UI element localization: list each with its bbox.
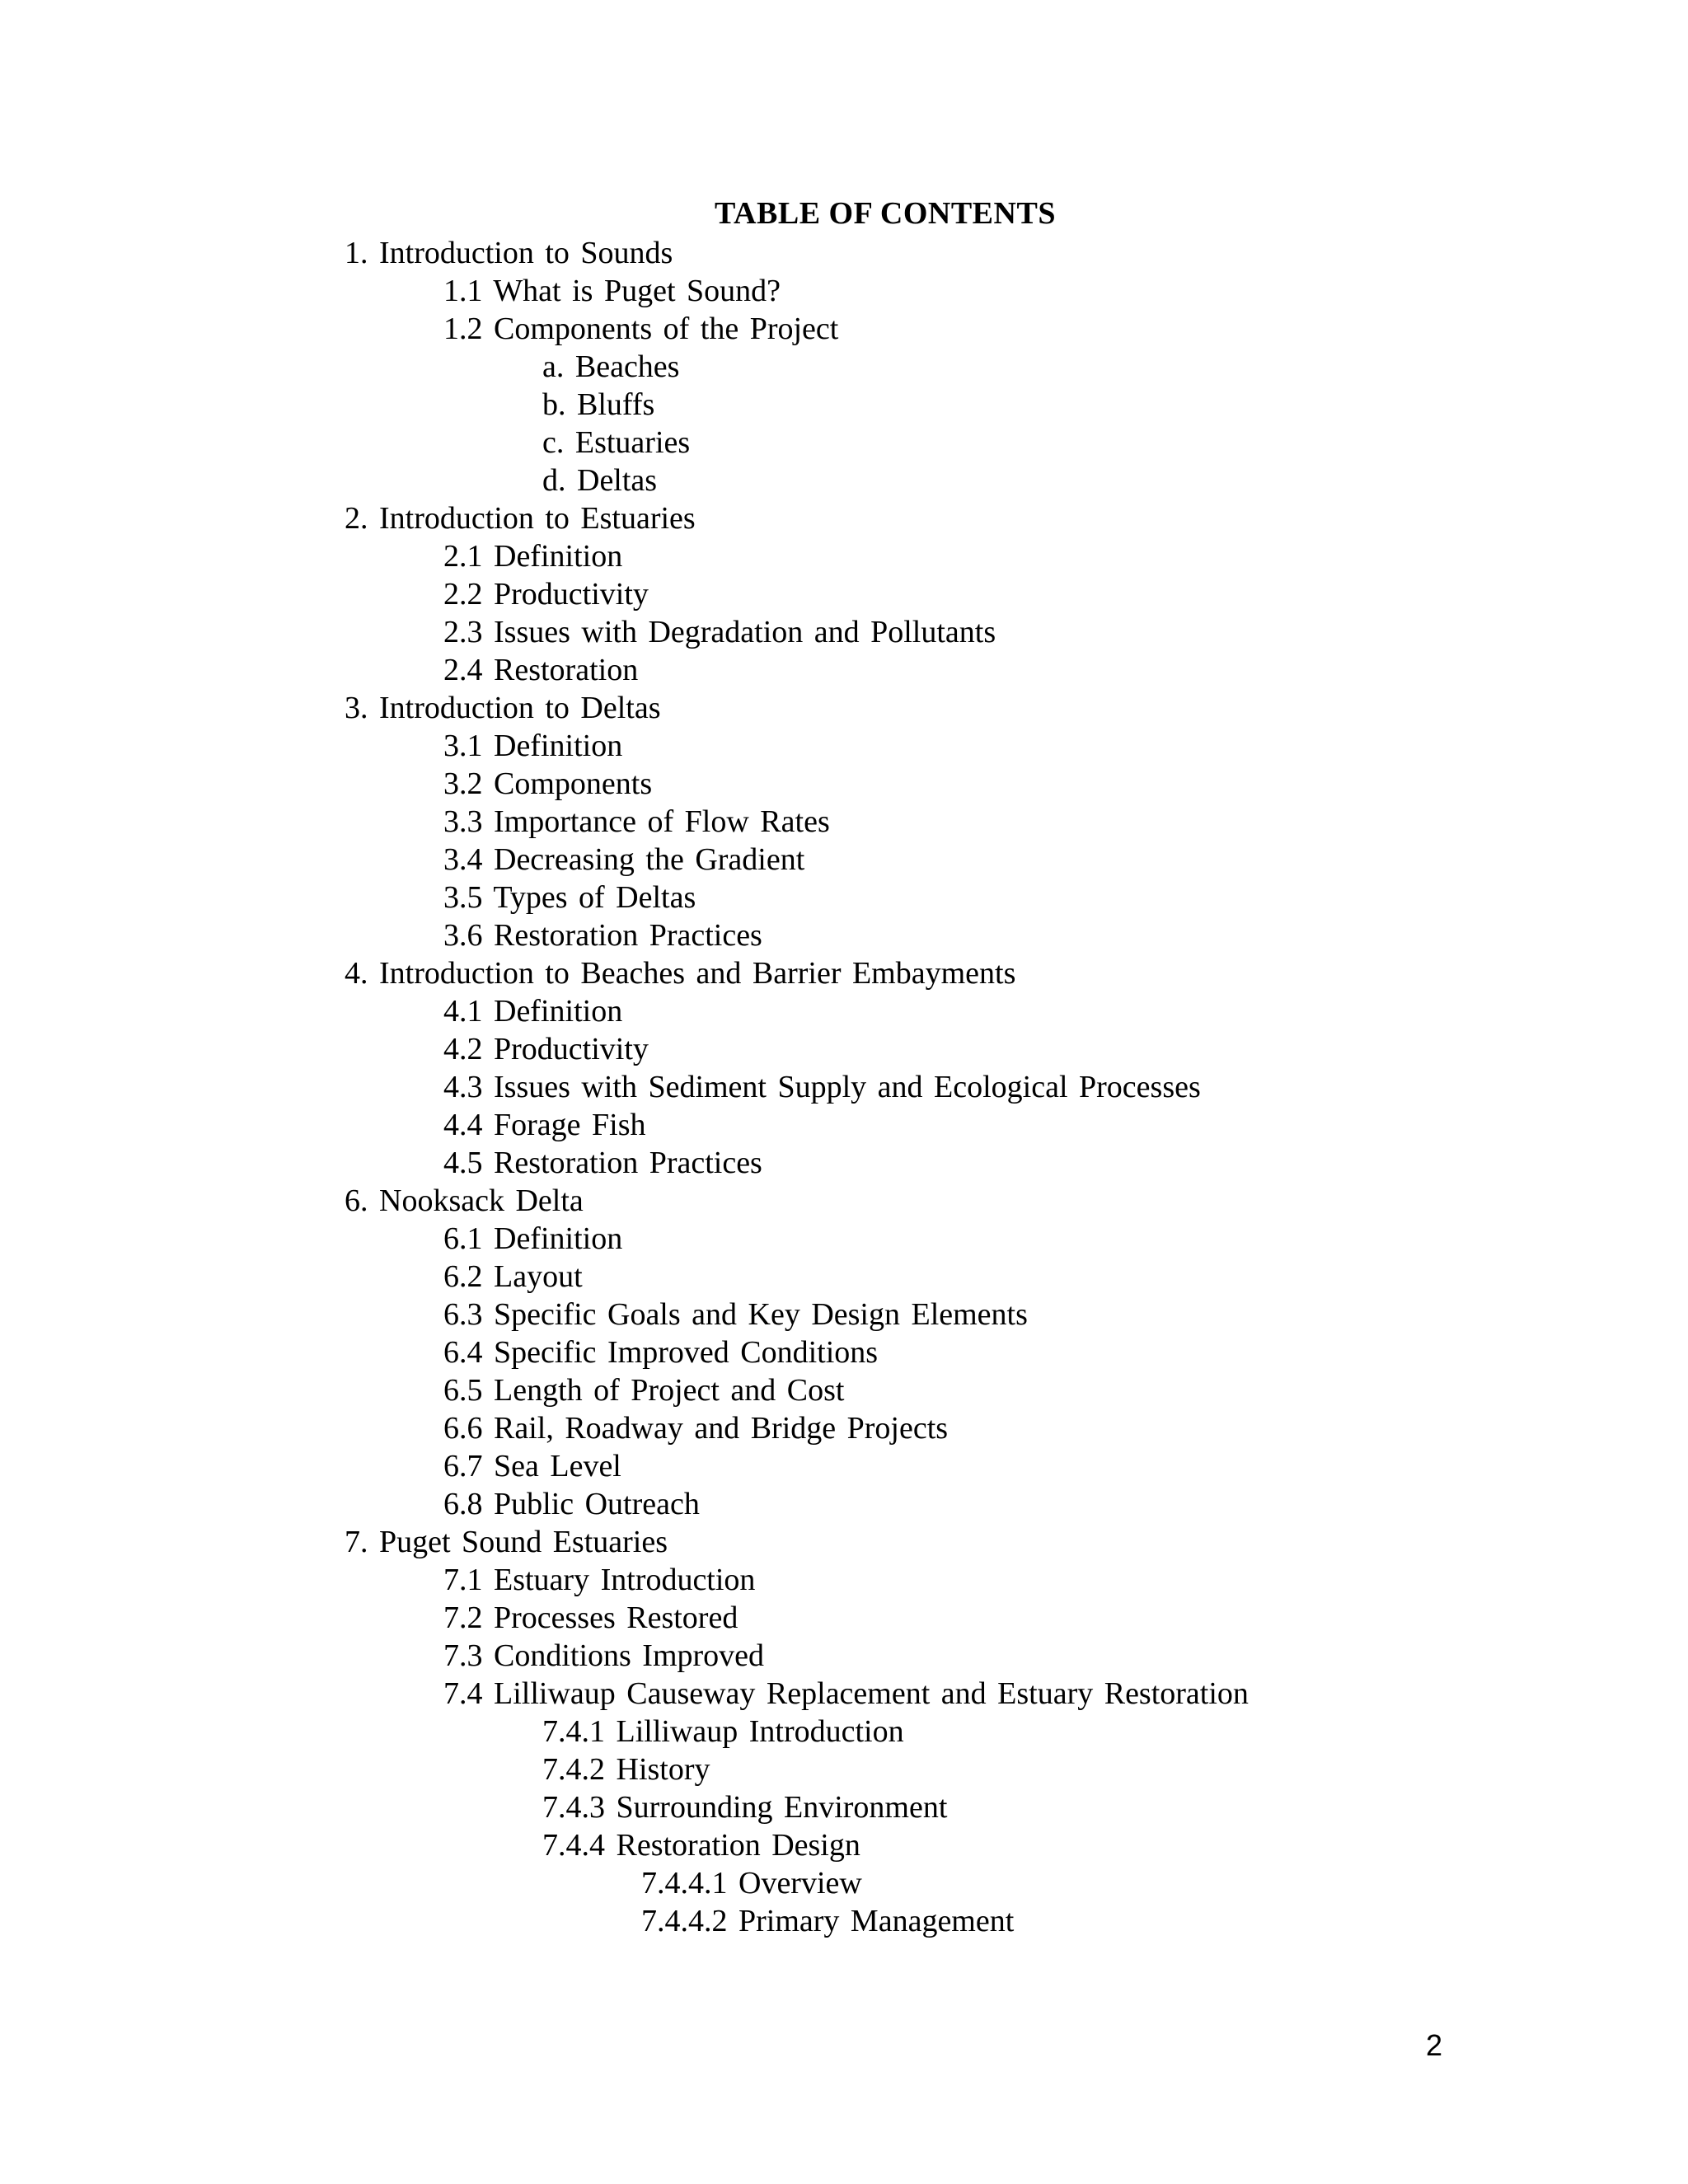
toc-subsection-entry: 6.7 Sea Level xyxy=(443,1449,621,1483)
toc-subsection-entry: 4.5 Restoration Practices xyxy=(443,1146,762,1180)
toc-subsection-entry: 7.4 Lilliwaup Causeway Replacement and Estuary Restoration xyxy=(443,1676,1249,1711)
toc-section-entry: 3. Introduction to Deltas xyxy=(345,691,661,725)
toc-subsection-entry: 3.2 Components xyxy=(443,766,653,801)
toc-subsection-entry: b. Bluffs xyxy=(542,387,655,422)
toc-subsection-entry: 2.3 Issues with Degradation and Pollutants xyxy=(443,615,996,649)
page-number: 2 xyxy=(1425,2028,1442,2062)
toc-subsection-entry: c. Estuaries xyxy=(542,425,691,460)
toc-subsection-entry: 7.4.2 History xyxy=(542,1752,710,1787)
toc-subsection-entry: d. Deltas xyxy=(542,463,658,498)
toc-section-entry: 1. Introduction to Sounds xyxy=(345,236,673,270)
toc-subsection-entry: 7.2 Processes Restored xyxy=(443,1601,738,1635)
toc-subsection-entry: 7.4.4 Restoration Design xyxy=(542,1828,860,1863)
toc-subsection-entry: 4.2 Productivity xyxy=(443,1032,649,1066)
toc-subsection-entry: 7.4.4.2 Primary Management xyxy=(641,1904,1015,1938)
toc-section-entry: 4. Introduction to Beaches and Barrier Embayments xyxy=(345,956,1016,991)
toc-subsection-entry: 1.2 Components of the Project xyxy=(443,312,839,346)
toc-section-entry: 6. Nooksack Delta xyxy=(345,1183,584,1218)
toc-subsection-entry: 6.1 Definition xyxy=(443,1221,623,1256)
toc-subsection-entry: 3.5 Types of Deltas xyxy=(443,880,696,915)
toc-subsection-entry: 3.6 Restoration Practices xyxy=(443,918,762,953)
toc-subsection-entry: 2.2 Productivity xyxy=(443,577,649,612)
toc-subsection-entry: 4.4 Forage Fish xyxy=(443,1108,646,1142)
toc-list xyxy=(345,234,1249,1940)
toc-subsection-entry: 2.4 Restoration xyxy=(443,653,639,687)
toc-subsection-entry: 6.4 Specific Improved Conditions xyxy=(443,1335,879,1370)
toc-subsection-entry: 6.2 Layout xyxy=(443,1259,583,1294)
toc-subsection-entry: 7.3 Conditions Improved xyxy=(443,1638,765,1673)
toc-section-entry: 7. Puget Sound Estuaries xyxy=(345,1525,668,1559)
toc-subsection-entry: 3.3 Importance of Flow Rates xyxy=(443,804,830,839)
toc-subsection-entry: 3.1 Definition xyxy=(443,729,623,763)
toc-subsection-entry: 7.1 Estuary Introduction xyxy=(443,1563,756,1597)
page-title: TABLE OF CONTENTS xyxy=(715,196,1056,231)
toc-subsection-entry: 1.1 What is Puget Sound? xyxy=(443,274,781,308)
toc-subsection-entry: 6.8 Public Outreach xyxy=(443,1487,700,1521)
toc-subsection-entry: 6.6 Rail, Roadway and Bridge Projects xyxy=(443,1411,949,1446)
toc-subsection-entry: a. Beaches xyxy=(542,349,680,384)
toc-subsection-entry: 2.1 Definition xyxy=(443,539,623,574)
toc-subsection-entry: 4.3 Issues with Sediment Supply and Ecological Processes xyxy=(443,1070,1201,1104)
toc-subsection-entry: 7.4.3 Surrounding Environment xyxy=(542,1790,948,1825)
toc-subsection-entry: 6.3 Specific Goals and Key Design Elements xyxy=(443,1297,1028,1332)
toc-subsection-entry: 7.4.1 Lilliwaup Introduction xyxy=(542,1714,904,1749)
toc-subsection-entry: 7.4.4.1 Overview xyxy=(641,1866,862,1900)
toc-subsection-entry: 4.1 Definition xyxy=(443,994,623,1029)
toc-subsection-entry: 6.5 Length of Project and Cost xyxy=(443,1373,845,1408)
toc-section-entry: 2. Introduction to Estuaries xyxy=(345,501,696,536)
toc-subsection-entry: 3.4 Decreasing the Gradient xyxy=(443,842,805,877)
